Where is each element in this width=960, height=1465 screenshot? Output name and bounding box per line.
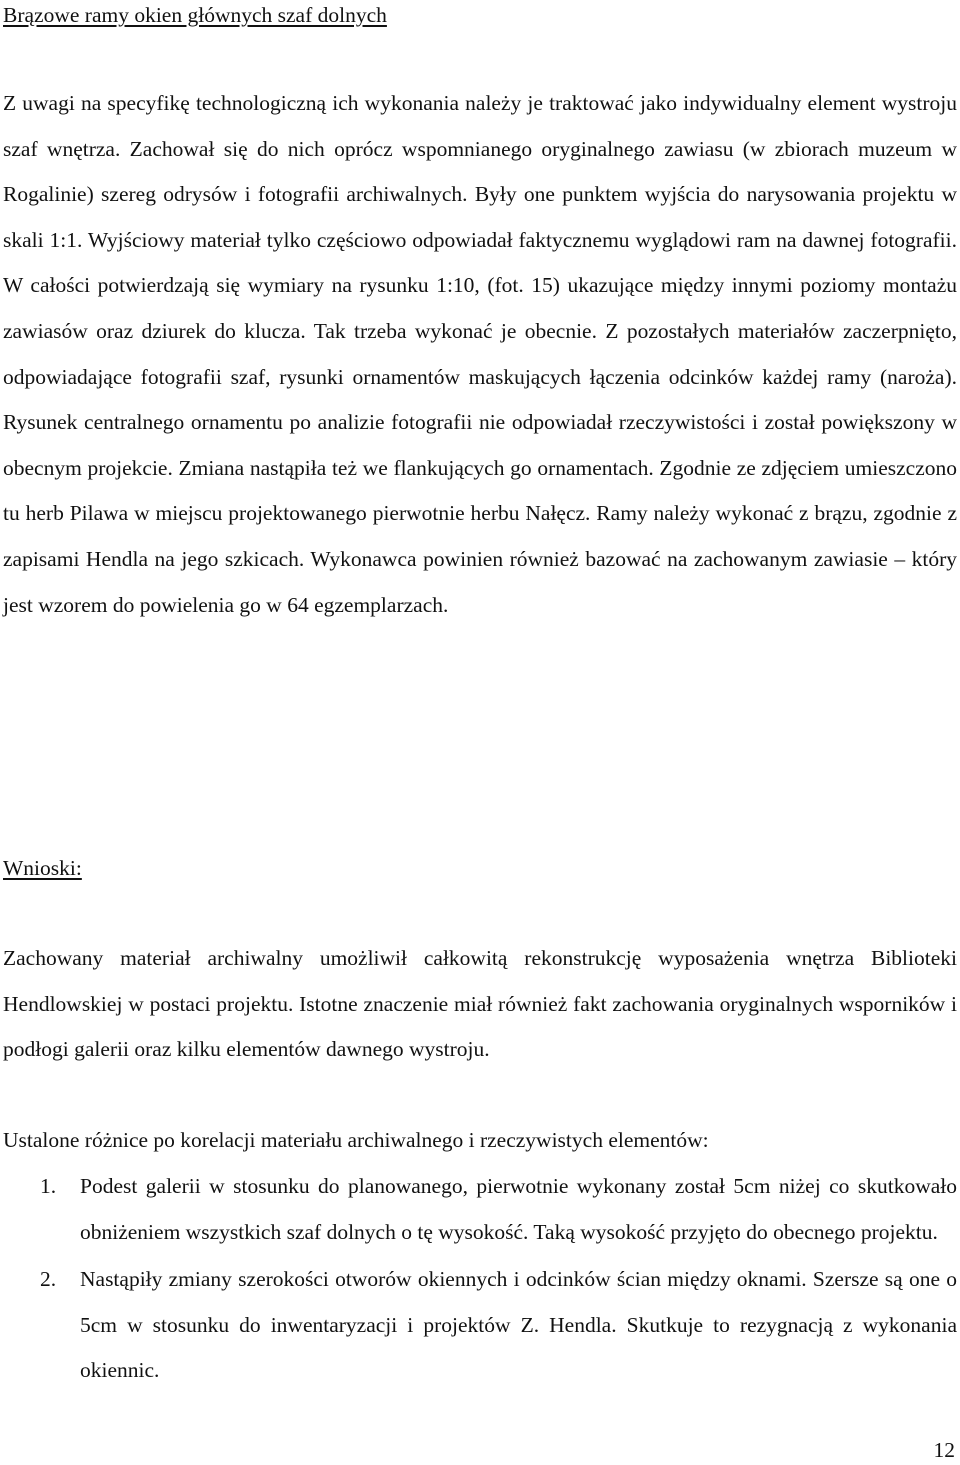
conclusions-paragraph: Zachowany materiał archiwalny umożliwił całkowitą rekonstrukcję wyposażenia wnętrza Biblioteki Hendlowskiej w postaci projektu. Istotne znaczenie miał również fakt zachowania oryginalnych wsporników i podłogi galerii oraz kilku elementów dawnego wystroju. — [3, 946, 957, 1062]
section-title: Brązowe ramy okien głównych szaf dolnych — [3, 3, 387, 27]
list-item — [0, 1257, 957, 1394]
list-item-text: Nastąpiły zmiany szerokości otworów okiennych i odcinków ścian między oknami. Szersze są one o 5cm w stosunku do inwentaryzacji i projektów Z. Hendla. Skutkuje to rezygnacją z wykonania okiennic. — [80, 1267, 957, 1383]
differences-intro: Ustalone różnice po korelacji materiału archiwalnego i rzeczywistych elementów: — [3, 1128, 709, 1152]
body-paragraph-frames: Z uwagi na specyfikę technologiczną ich wykonania należy je traktować jako indywidualny element wystroju szaf wnętrza. Zachował się do nich oprócz wspomnianego oryginalnego zawiasu (w zbiorach muzeum w Rogalinie) szereg odrysów i fotografii archiwalnych. Były one punktem wyjścia do narysowania projektu w skali 1:1. Wyjściowy materiał tylko częściowo odpowiadał faktycznemu wyglądowi ram na dawnej fotografii. W całości potwierdzają się wymiary na rysunku 1:10, (fot. 15) ukazujące między innymi poziomy montażu zawiasów oraz dziurek do klucza. Tak trzeba wykonać je obecnie. Z pozostałych materiałów zaczerpnięto, odpowiadające fotografii szaf, rysunki ornamentów maskujących łączenia odcinków każdej ramy (naroża). Rysunek centralnego ornamentu po analizie fotografii nie odpowiadał rzeczywistości i został powiększony w obecnym projekcie. Zmiana nastąpiła też we flankujących go ornamentach. Zgodnie ze zdjęciem umieszczono tu herb Pilawa w miejscu projektowanego pierwotnie herbu Nałęcz. Ramy należy wykonać z brązu, zgodnie z zapisami Hendla na jego szkicach. Wykonawca powinien również bazować na zachowanym zawiasie – który jest wzorem do powielenia go w 64 egzemplarzach. — [3, 91, 957, 617]
conclusions-title: Wnioski: — [3, 856, 82, 880]
page-number: 12 — [933, 1438, 955, 1462]
differences-list — [0, 1164, 957, 1394]
list-item-number: 1. — [40, 1174, 57, 1198]
list-item-text: Podest galerii w stosunku do planowanego, pierwotnie wykonany został 5cm niżej co skutkowało obniżeniem wszystkich szaf dolnych o tę wysokość. Taką wysokość przyjęto do obecnego projektu. — [80, 1174, 957, 1244]
list-item-number: 2. — [40, 1267, 57, 1292]
list-item — [0, 1164, 957, 1255]
